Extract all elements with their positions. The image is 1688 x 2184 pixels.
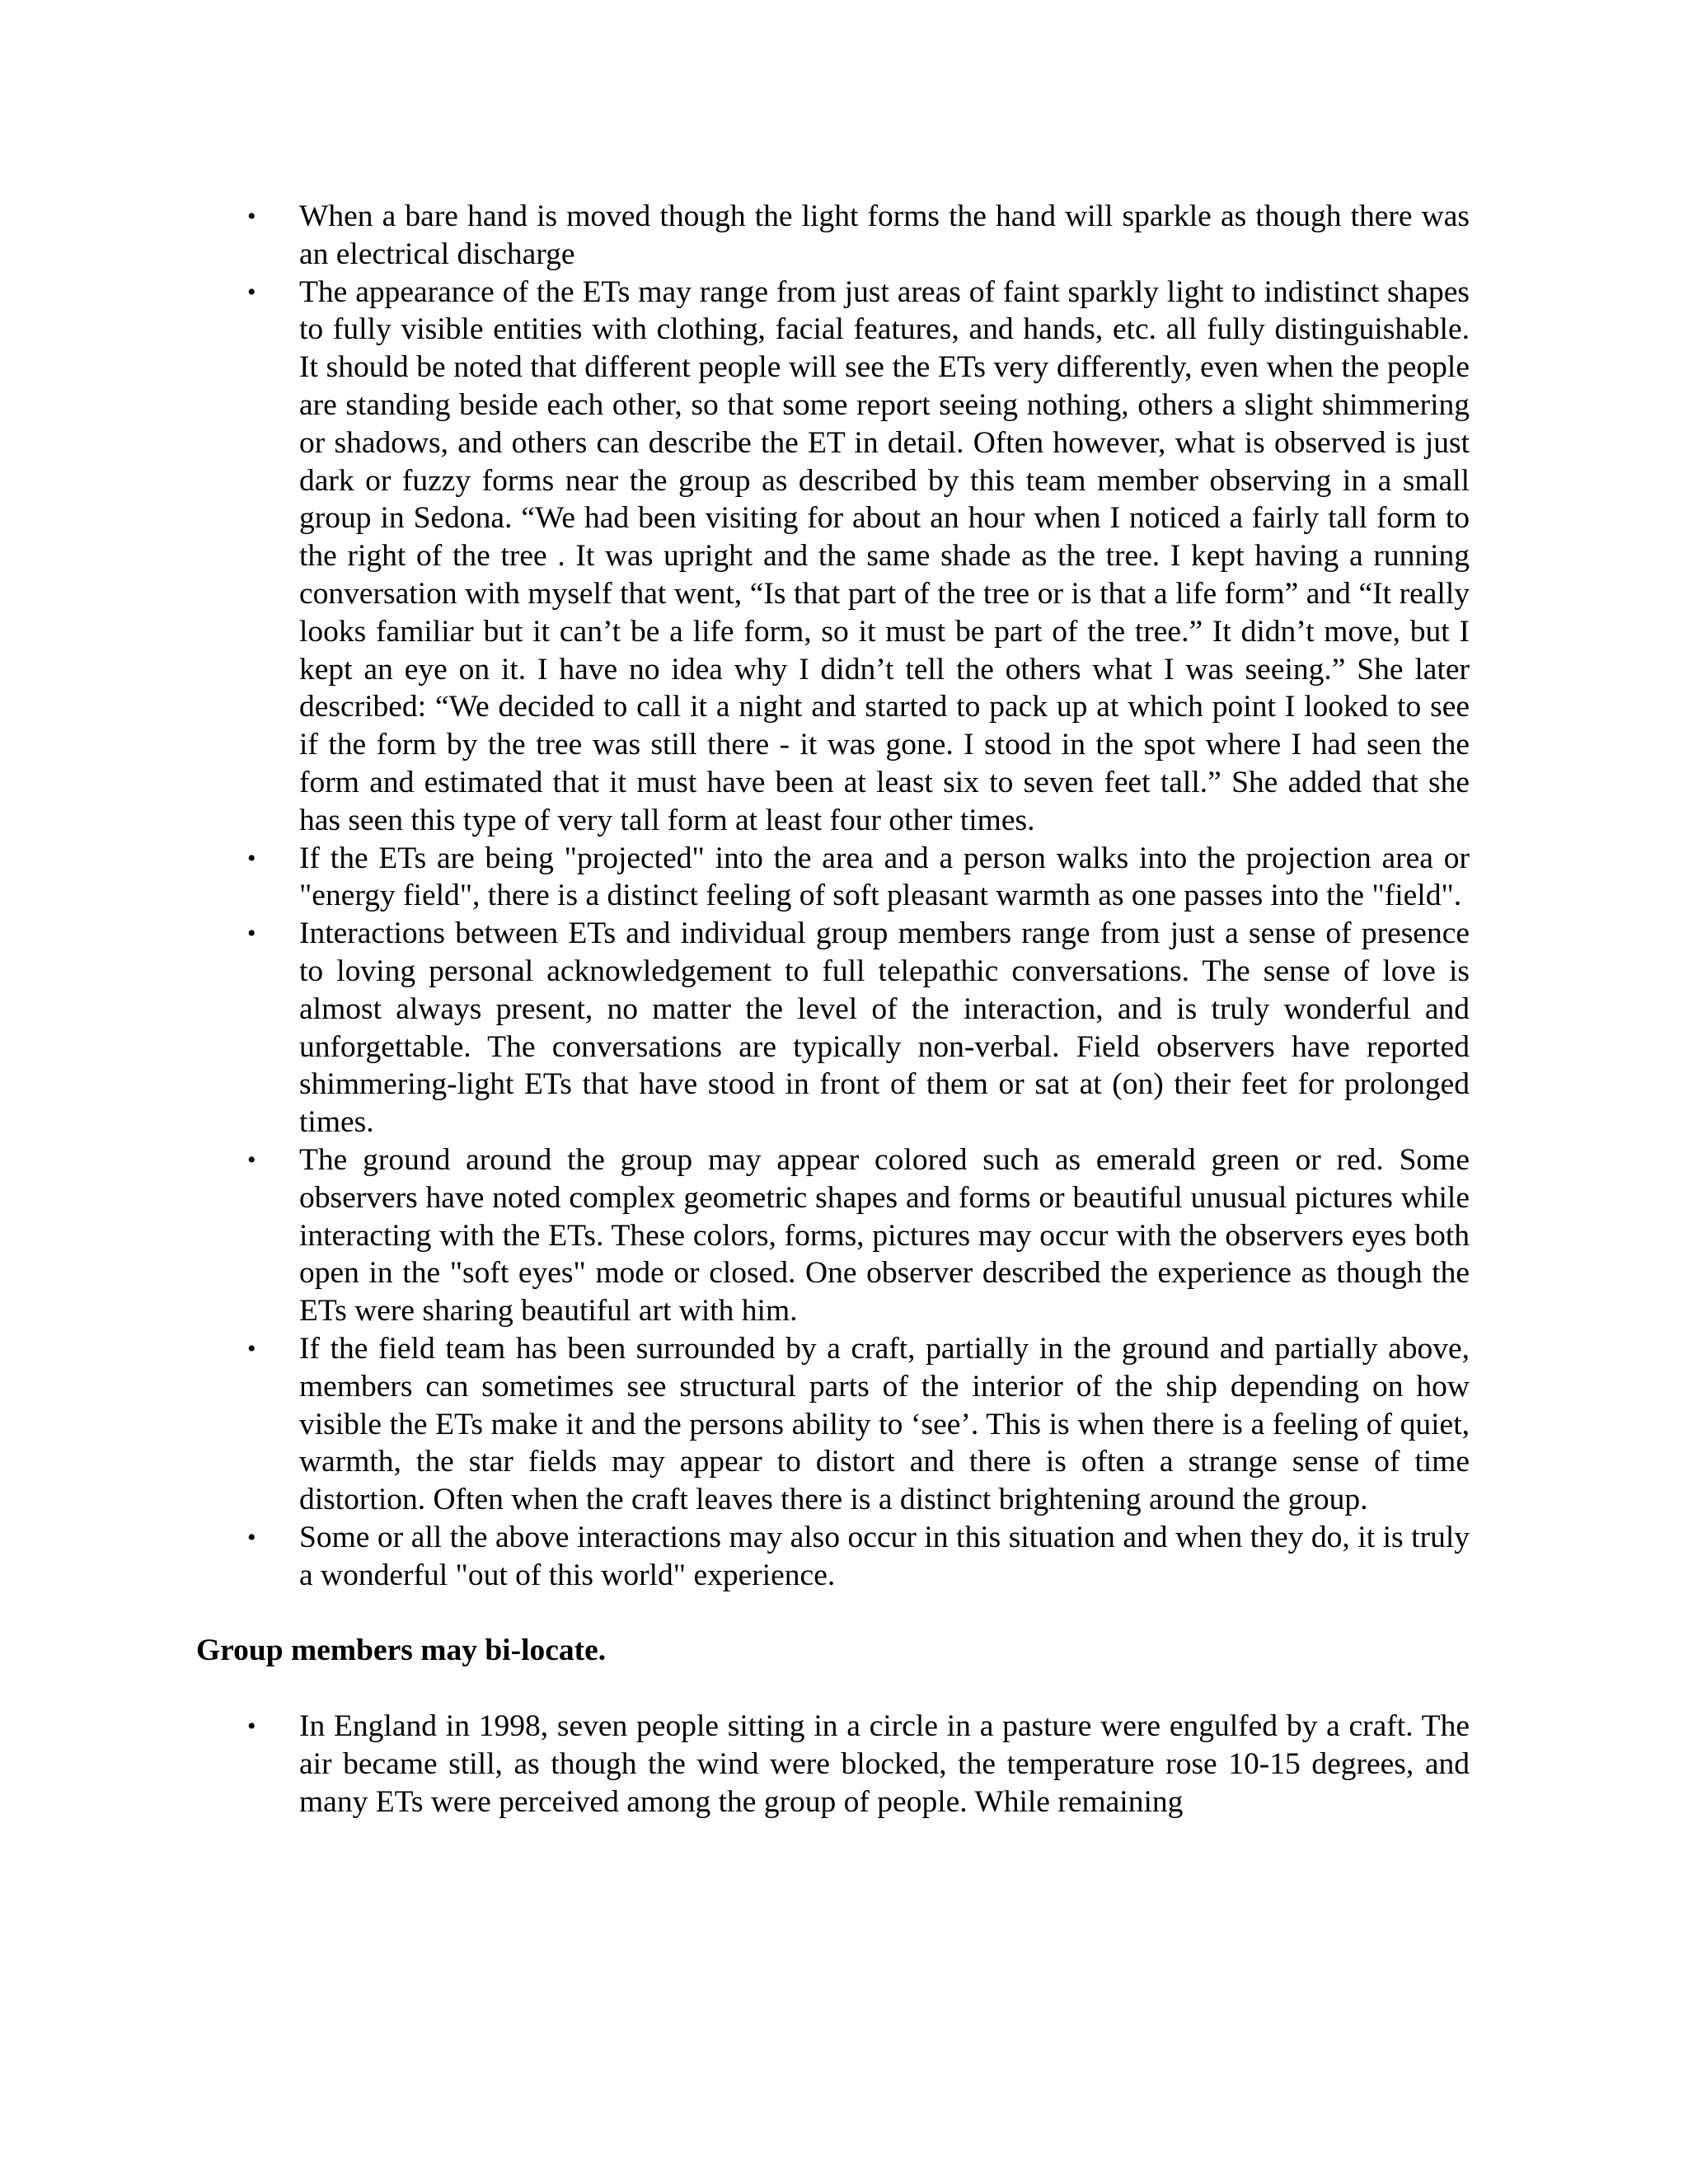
list-item [196,274,1470,840]
list-item-text: The ground around the group may appear colored such as emerald green or red. Some observers have noted complex geometric shapes and forms or beautiful unusual pictures while interacting with the ETs. These colors, forms, pictures may occur with the observers eyes both open in the "soft eyes" mode or closed. One observer described the experience as though the ETs were sharing beautiful art with him. [299,1142,1470,1329]
bullet-glyph: • [247,920,256,948]
bullet-glyph: • [247,1713,256,1741]
list-item-text: The appearance of the ETs may range from just areas of faint sparkly light to indistinct shapes to fully visible entities with clothing, facial features, and hands, etc. all fully distinguishable. It should be noted that different people will see the ETs very differently, even when the people are standing beside each other, so that some report seeing nothing, others a slight shimmering or shadows, and others can describe the ET in detail. Often however, what is observed is just dark or fuzzy forms near the group as described by this team member observing in a small group in Sedona. “We had been visiting for about an hour when I noticed a fairly tall form to the right of the tree . It was upright and the same shade as the tree. I kept having a running conversation with myself that went, “Is that part of the tree or is that a life form” and “It really looks familiar but it can’t be a life form, so it must be part of the tree.” It didn’t move, but I kept an eye on it. I have no idea why I didn’t tell the others what I was seeing.” She later described: “We decided to call it a night and started to pack up at which point I looked to see if the form by the tree was still there - it was gone. I stood in the spot where I had seen the form and estimated that it must have been at least six to seven feet tall.” She added that she has seen this type of very tall form at least four other times. [299,274,1470,837]
bullet-list-bilocation [196,1708,1470,1821]
bullet-glyph: • [247,1334,256,1362]
list-item [196,1519,1470,1595]
list-item-text: Some or all the above interactions may also occur in this situation and when they do, it is truly a wonderful "out of this world" experience. [299,1520,1470,1592]
section-heading: Group members may bi-locate. [196,1633,607,1668]
list-item-text: If the field team has been surrounded by a craft, partially in the ground and partially above, members can sometimes see structural parts of the interior of the ship depending on how visible the ETs make it and the persons ability to ‘see’. This is when there is a feeling of quiet, warmth, the star fields may appear to distort and there is often a strange sense of time distortion. Often when the craft leaves there is a distinct brightening around the group. [299,1331,1470,1517]
list-item [196,840,1470,916]
list-item-text: When a bare hand is moved though the light forms the hand will sparkle as though there was an electrical discharge [299,199,1470,271]
list-item [196,198,1470,274]
bullet-glyph: • [247,844,256,872]
list-item-text: In England in 1998, seven people sitting in a circle in a pasture were engulfed by a craft. The air became still, as though the wind were blocked, the temperature rose 10-15 degrees, and many ETs were perceived among the group of people. While remaining [299,1709,1470,1819]
bullet-glyph: • [247,1146,256,1174]
list-item [196,1708,1470,1821]
bullet-glyph: • [247,278,256,306]
bullet-glyph: • [247,203,256,230]
list-item [196,915,1470,1141]
list-item [196,1330,1470,1519]
bullet-glyph: • [247,1523,256,1551]
bullet-list-interactions [196,198,1470,1594]
list-item [196,1141,1470,1330]
list-item-text: If the ETs are being "projected" into the area and a person walks into the projection area or "energy field", there is a distinct feeling of soft pleasant warmth as one passes into the "field". [299,841,1470,913]
page-body [196,198,1470,1821]
list-item-text: Interactions between ETs and individual group members range from just a sense of presence to loving personal acknowledgement to full telepathic conversations. The sense of love is almost always present, no matter the level of the interaction, and is truly wonderful and unforgettable. The conversations are typically non-verbal. Field observers have reported shimmering-light ETs that have stood in front of them or sat at (on) their feet for prolonged times. [299,916,1470,1140]
